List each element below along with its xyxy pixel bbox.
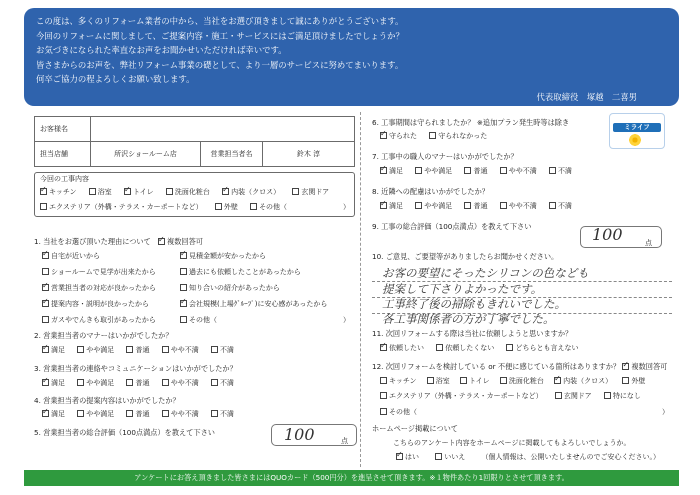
checkbox-icon[interactable] xyxy=(250,203,257,210)
greeting-line: お気づきになられた率直なお声をお聞かせいただければ幸いです。 xyxy=(36,45,287,55)
checkbox-icon[interactable] xyxy=(427,377,434,384)
checkbox-icon[interactable] xyxy=(380,132,387,139)
comment-handwriting: 提案して下さりよかったです。 xyxy=(382,282,543,296)
checkbox-icon[interactable] xyxy=(42,300,49,307)
work-option[interactable]: ✓キッチン xyxy=(40,188,77,197)
checkbox-icon[interactable] xyxy=(464,167,471,174)
checkbox-icon[interactable] xyxy=(436,344,443,351)
q3-title: 3. 営業担当者の連絡やコミュニケーションはいかがでしたか？ xyxy=(34,364,237,373)
q7-option[interactable]: ✓満足 xyxy=(380,167,403,176)
work-option[interactable]: 玄関ドア xyxy=(292,188,329,197)
work-option[interactable]: エクステリア（外構・テラス・カーポートなど） xyxy=(40,203,203,212)
checkbox-icon[interactable] xyxy=(500,167,507,174)
checkbox-icon[interactable] xyxy=(126,379,133,386)
checkbox-icon[interactable] xyxy=(380,392,387,399)
q5-title: 5. 営業担当者の総合評価（100点満点）を教えて下さい xyxy=(34,428,215,437)
q5-score: 100 xyxy=(284,425,315,444)
q4-option[interactable]: 不満 xyxy=(211,410,234,419)
checkbox-icon[interactable] xyxy=(180,300,187,307)
customer-name-field[interactable] xyxy=(91,117,355,142)
q11-option[interactable]: どちらとも言えない xyxy=(506,344,578,353)
column-divider xyxy=(360,112,361,467)
q11-options xyxy=(380,344,588,353)
checkbox-icon[interactable] xyxy=(40,188,47,195)
q3-option[interactable]: やや満足 xyxy=(77,379,114,388)
checkbox-icon xyxy=(622,363,629,370)
q12-other-close: ） xyxy=(662,408,669,416)
work-option[interactable]: ✓ トイレ xyxy=(124,188,154,197)
checkbox-icon[interactable] xyxy=(211,410,218,417)
q7-option[interactable]: 普通 xyxy=(464,167,487,176)
q1-option[interactable]: その他（ xyxy=(180,316,217,325)
q5-unit: 点 xyxy=(341,437,348,445)
q1-option[interactable]: 知り合いの紹介があったから xyxy=(180,284,280,293)
q8-option[interactable]: ✓満足 xyxy=(380,202,403,211)
checkbox-icon[interactable] xyxy=(162,410,169,417)
q6-option[interactable]: ✓守られた xyxy=(380,132,417,141)
q1-option[interactable]: ✓ 見積金額が安かったから xyxy=(180,252,266,261)
q1-option[interactable]: ガスやでんきも取引があったから xyxy=(42,316,156,325)
checkbox-icon[interactable] xyxy=(396,453,403,460)
checkbox-icon[interactable] xyxy=(506,344,513,351)
q10-title: 10. ご意見、ご要望等がありましたらお聞かせください。 xyxy=(372,252,559,261)
checkbox-icon[interactable] xyxy=(180,252,187,259)
homepage-options xyxy=(396,453,660,462)
checkbox-icon[interactable] xyxy=(380,408,387,415)
q7-option[interactable]: やや満足 xyxy=(415,167,452,176)
q11-option[interactable]: ✓依頼したい xyxy=(380,344,424,353)
q4-title: 4. 営業担当者の提案内容はいかがでしたか？ xyxy=(34,396,180,405)
q1-option[interactable]: ✓ 会社規模(上場ｸﾞﾙｰﾌﾟ)に安心感があったから xyxy=(180,300,327,309)
q12-title: 12. 次回リフォームを検討している or 不便に感じている箇所はありますか？ ✓ 複数回答可 xyxy=(372,362,667,371)
checkbox-icon[interactable] xyxy=(622,377,629,384)
q1-option[interactable]: 過去にも依頼したことがあったから xyxy=(180,268,301,277)
logo-text: ミライフ xyxy=(613,123,661,132)
checkbox-icon[interactable] xyxy=(89,188,96,195)
customer-name-label: お客様名 xyxy=(35,117,91,142)
footer-banner: アンケートにお答え頂きました皆さまにはQUOカード（500円分）を進呈させて頂きます。※１物件あたり1回限りとさせて頂きます。 xyxy=(24,470,679,486)
q8-title: 8. 近隣への配慮はいかがでしたか？ xyxy=(372,187,489,196)
work-option[interactable]: 浴室 xyxy=(89,188,112,197)
homepage-note: （個人情報は、公開いたしませんのでご安心ください。） xyxy=(481,453,660,461)
checkbox-icon[interactable] xyxy=(292,188,299,195)
work-row-1 xyxy=(40,188,339,197)
staff-field[interactable]: 鈴木 淳 xyxy=(263,142,355,167)
checkbox-icon[interactable] xyxy=(415,167,422,174)
q1-option[interactable]: ✓提案内容・説明が良かったから xyxy=(42,300,149,309)
q1-option[interactable]: ✓自宅が近いから xyxy=(42,252,100,261)
checkbox-icon[interactable] xyxy=(549,167,556,174)
checkbox-icon[interactable] xyxy=(380,202,387,209)
work-option[interactable]: その他（ xyxy=(250,203,287,212)
store-field[interactable]: 所沢ショールーム店 xyxy=(91,142,201,167)
q12-option[interactable]: ✓ 内装（クロス） xyxy=(554,377,612,386)
q12-option[interactable]: キッチン xyxy=(380,377,417,386)
q1-option[interactable]: ✓営業担当者の対応が良かったから xyxy=(42,284,156,293)
q7-option[interactable]: 不満 xyxy=(549,167,572,176)
work-other-close: ） xyxy=(343,203,350,211)
q11-option[interactable]: 依頼したくない xyxy=(436,344,494,353)
checkbox-icon[interactable] xyxy=(180,268,187,275)
checkbox-icon[interactable] xyxy=(604,392,611,399)
q6-title: 6. 工事期間は守られましたか？ ※追加プラン発生時等は除き xyxy=(372,118,570,127)
checkbox-icon[interactable] xyxy=(42,410,49,417)
homepage-title: ホームページ掲載について xyxy=(372,424,458,433)
checkbox-icon[interactable] xyxy=(554,377,561,384)
q3-option[interactable]: ✓満足 xyxy=(42,379,65,388)
staff-label: 営業担当者名 xyxy=(201,142,263,167)
q6-options xyxy=(380,132,497,141)
checkbox-icon[interactable] xyxy=(180,284,187,291)
checkbox-icon[interactable] xyxy=(460,377,467,384)
checkbox-icon[interactable] xyxy=(40,203,47,210)
q4-option[interactable]: ✓満足 xyxy=(42,410,65,419)
work-option[interactable]: ✓ 内装（クロス） xyxy=(222,188,280,197)
checkbox-icon[interactable] xyxy=(215,203,222,210)
work-row-2 xyxy=(40,203,297,212)
q2-option[interactable]: ✓満足 xyxy=(42,346,65,355)
checkbox-icon[interactable] xyxy=(555,392,562,399)
q7-options xyxy=(380,167,582,176)
checkbox-icon[interactable] xyxy=(162,379,169,386)
q8-options xyxy=(380,202,582,211)
checkbox-icon[interactable] xyxy=(42,252,49,259)
q12-option[interactable]: 玄関ドア xyxy=(555,392,592,401)
work-content-title: 今回の工事内容 xyxy=(40,175,89,183)
q1-title: 1. 当社をお選び頂いた理由について ✓ 複数回答可 xyxy=(34,237,203,246)
checkbox-icon[interactable] xyxy=(42,284,49,291)
checkbox-icon[interactable] xyxy=(126,410,133,417)
homepage-question: こちらのアンケート内容をホームページに掲載してもよろしいでしょうか。 xyxy=(393,439,631,447)
q2-option[interactable]: やや満足 xyxy=(77,346,114,355)
q12-option[interactable]: 洗面化粧台 xyxy=(500,377,544,386)
q4-option[interactable]: やや満足 xyxy=(77,410,114,419)
q8-option[interactable]: 普通 xyxy=(464,202,487,211)
checkbox-icon[interactable] xyxy=(162,346,169,353)
q12-option[interactable]: 特になし xyxy=(604,392,641,401)
q1-other-close: ） xyxy=(343,316,350,324)
checkbox-icon[interactable] xyxy=(380,377,387,384)
q12-option[interactable]: 浴室 xyxy=(427,377,450,386)
q12-row-2 xyxy=(380,392,651,401)
checkbox-icon[interactable] xyxy=(211,379,218,386)
work-option[interactable]: 洗面化粧台 xyxy=(166,188,210,197)
checkbox-icon[interactable] xyxy=(42,268,49,275)
checkbox-icon[interactable] xyxy=(166,188,173,195)
checkbox-icon[interactable] xyxy=(180,316,187,323)
work-option[interactable]: 外壁 xyxy=(215,203,238,212)
q2-option[interactable]: やや不満 xyxy=(162,346,199,355)
checkbox-icon[interactable] xyxy=(435,453,442,460)
q2-option[interactable]: 普通 xyxy=(126,346,149,355)
greeting-line: 今回のリフォームに関しまして、ご提案内容・施工・サービスにはご満足頂けましたでしょうか？ xyxy=(36,30,404,41)
signature: 代表取締役 塚越 二喜男 xyxy=(536,92,637,102)
q4-options xyxy=(42,410,244,419)
q8-option[interactable]: 不満 xyxy=(549,202,572,211)
q11-title: 11. 次回リフォームする際は当社に依頼しようと思いますか？ xyxy=(372,329,573,338)
q8-option[interactable]: やや不満 xyxy=(500,202,537,211)
q12-option[interactable]: 外壁 xyxy=(622,377,645,386)
checkbox-icon[interactable] xyxy=(42,316,49,323)
q7-option[interactable]: やや不満 xyxy=(500,167,537,176)
checkbox-icon[interactable] xyxy=(42,379,49,386)
checkbox-icon[interactable] xyxy=(380,167,387,174)
greeting-banner xyxy=(24,8,679,106)
comment-handwriting: 各工事関係者の方が丁寧でした。 xyxy=(382,312,555,326)
comment-handwriting: お客の要望にそったシリコンの色なども xyxy=(382,266,589,280)
q4-option[interactable]: やや不満 xyxy=(162,410,199,419)
greeting-line: この度は、多くのリフォーム業者の中から、当社をお選び頂きまして誠にありがとうございます。 xyxy=(36,16,404,26)
q9-title: 9. 工事の総合評価（100点満点）を教えて下さい xyxy=(372,222,532,231)
q12-option[interactable]: エクステリア（外構・テラス・カーポートなど） xyxy=(380,392,543,401)
q12-row-1 xyxy=(380,377,645,386)
q3-option[interactable]: やや不満 xyxy=(162,379,199,388)
checkbox-icon[interactable] xyxy=(77,379,84,386)
q7-title: 7. 工事中の職人のマナーはいかがでしたか？ xyxy=(372,152,518,161)
checkbox-icon[interactable] xyxy=(429,132,436,139)
checkbox-icon[interactable] xyxy=(222,188,229,195)
q6-option[interactable]: 守られなかった xyxy=(429,132,487,141)
q3-option[interactable]: 不満 xyxy=(211,379,234,388)
q12-option[interactable]: トイレ xyxy=(460,377,490,386)
checkbox-icon xyxy=(158,238,165,245)
q4-option[interactable]: 普通 xyxy=(126,410,149,419)
q2-options xyxy=(42,346,244,355)
checkbox-icon[interactable] xyxy=(124,188,131,195)
checkbox-icon[interactable] xyxy=(549,202,556,209)
greeting-line: 皆さまからのお声を、弊社リフォーム事業の礎として、より一層のサービスに努めてまいります。 xyxy=(36,59,404,70)
greeting-line: 何卒ご協力の程よろしくお願い致します。 xyxy=(36,74,195,84)
sunflower-icon xyxy=(627,133,643,147)
customer-info-table xyxy=(34,116,355,167)
q3-options xyxy=(42,379,244,388)
homepage-yes[interactable]: ✓はい xyxy=(396,453,419,462)
comment-handwriting: 工事終了後の掃除もきれいでした。 xyxy=(382,297,566,311)
q9-score: 100 xyxy=(592,225,623,244)
checkbox-icon[interactable] xyxy=(500,202,507,209)
checkbox-icon[interactable] xyxy=(126,346,133,353)
q2-title: 2. 営業担当者のマナーはいかがでしたか？ xyxy=(34,331,173,340)
checkbox-icon[interactable] xyxy=(77,410,84,417)
q3-option[interactable]: 普通 xyxy=(126,379,149,388)
checkbox-icon[interactable] xyxy=(77,346,84,353)
q2-option[interactable]: 不満 xyxy=(211,346,234,355)
checkbox-icon[interactable] xyxy=(42,346,49,353)
checkbox-icon[interactable] xyxy=(380,344,387,351)
q12-option[interactable]: その他（ xyxy=(380,408,417,417)
homepage-no[interactable]: いいえ xyxy=(435,453,465,462)
checkbox-icon[interactable] xyxy=(500,377,507,384)
checkbox-icon[interactable] xyxy=(415,202,422,209)
checkbox-icon[interactable] xyxy=(464,202,471,209)
company-logo xyxy=(609,113,665,149)
q8-option[interactable]: やや満足 xyxy=(415,202,452,211)
q9-unit: 点 xyxy=(645,239,652,247)
checkbox-icon[interactable] xyxy=(211,346,218,353)
store-label: 担当店舗 xyxy=(35,142,91,167)
q1-option[interactable]: ショールームで見学が出来たから xyxy=(42,268,156,277)
